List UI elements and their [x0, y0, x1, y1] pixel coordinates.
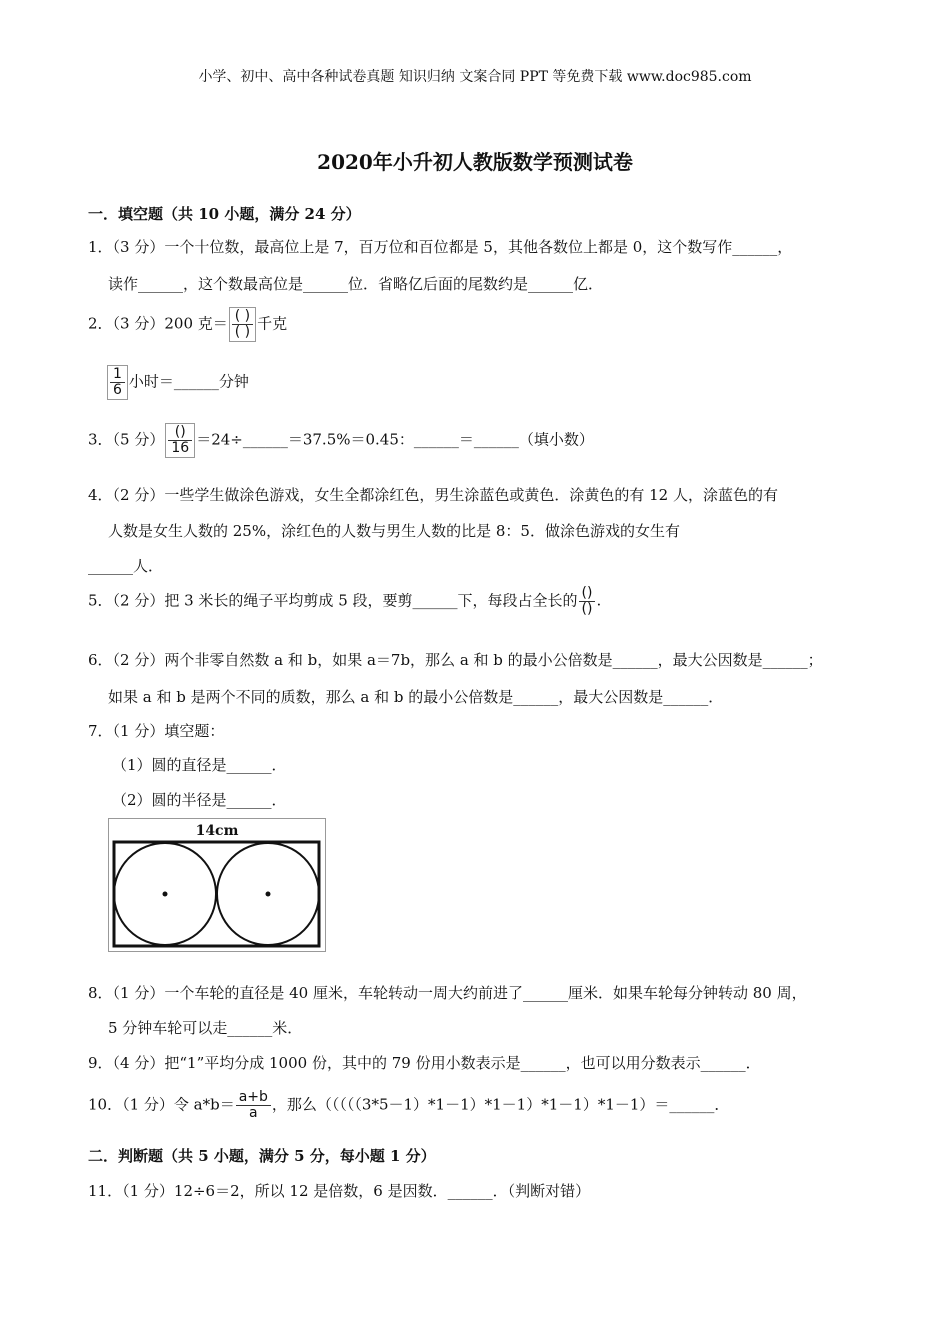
question-2b-text: 小时＝______分钟 — [128, 372, 249, 391]
question-3 — [88, 423, 594, 458]
question-2-text: 2．（3 分）200 克＝ — [88, 314, 228, 333]
question-4-line1: 4．（2 分）一些学生做涂色游戏，女生全都涂红色，男生涂蓝色或黄色．涂黄色的有 12 人，涂蓝色的有 — [88, 486, 778, 504]
question-11: 11．（1 分）12÷6＝2，所以 12 是倍数，6 是因数．______．（判断对错） — [88, 1182, 591, 1200]
question-10-text: ，那么（（（（（3*5－1）*1－1）*1－1）*1－1）*1－1）＝______． — [271, 1095, 730, 1114]
question-7-part2: （2）圆的半径是______． — [112, 791, 287, 809]
question-4-line2: 人数是女生人数的 25%，涂红色的人数与男生人数的比是 8：5．做涂色游戏的女生有 — [108, 522, 680, 540]
fraction-one-sixth: $\frac{1}{6}$ — [107, 365, 128, 400]
question-8-line2: 5 分钟车轮可以走______米． — [108, 1019, 303, 1037]
question-1-line2: 读作______，这个数最高位是______位．省略亿后面的尾数约是______亿． — [108, 275, 604, 293]
question-5 — [88, 586, 601, 617]
question-5-text: 5．（2 分）把 3 米长的绳子平均剪成 5 段，要剪______下，每段占全长的 — [88, 591, 578, 610]
page-title: 2020年小升初人教版数学预测试卷 — [317, 150, 633, 174]
figure-width-label: 14cm — [195, 823, 239, 839]
question-2b — [106, 365, 249, 400]
section-fill-blank: 一．填空题（共 10 小题，满分 24 分） — [88, 205, 361, 223]
question-1-line1: 1．（3 分）一个十位数，最高位上是 7，百万位和百位都是 5，其他各数位上都是 0，这个数写作______， — [88, 238, 793, 256]
question-4-line3: ______人． — [88, 557, 164, 575]
two-circles-figure — [108, 818, 326, 952]
page-header: 小学、初中、高中各种试卷真题 知识归纳 文案合同 PPT 等免费下载 www.doc985.com — [198, 69, 752, 85]
fraction-blank-small: $\frac{()}{()}$ — [579, 586, 596, 617]
question-10-label: 10．（1 分）令 a*b＝ — [88, 1095, 235, 1114]
question-3-label: 3．（5 分） — [88, 430, 165, 449]
left-center-dot — [163, 892, 168, 897]
question-2-unit: 千克 — [257, 314, 288, 333]
fraction-blank: $\frac{( )}{( )}$ — [229, 307, 256, 342]
right-center-dot — [266, 892, 271, 897]
question-10 — [88, 1090, 729, 1121]
question-5-end: . — [596, 591, 602, 610]
question-9: 9．（4 分）把“1”平均分成 1000 份，其中的 79 份用小数表示是______，也可以用分数表示______． — [88, 1054, 761, 1072]
fraction-a-plus-b-over-a: $\frac{a+b}{a}$ — [236, 1090, 271, 1121]
question-7: 7．（1 分）填空题： — [88, 722, 225, 740]
question-2 — [88, 307, 287, 342]
question-3-text: ＝24÷______＝37.5%＝0.45：______＝______（填小数） — [196, 430, 594, 449]
question-7-part1: （1）圆的直径是______． — [112, 756, 287, 774]
question-6-line1: 6．（2 分）两个非零自然数 a 和 b，如果 a＝7b，那么 a 和 b 的最小公倍数是______，最大公因数是______； — [88, 651, 823, 669]
section-true-false: 二．判断题（共 5 小题，满分 5 分，每小题 1 分） — [88, 1147, 436, 1165]
question-8-line1: 8．（1 分）一个车轮的直径是 40 厘米，车轮转动一周大约前进了______厘米．如果车轮每分钟转动 80 周， — [88, 984, 807, 1002]
question-6-line2: 如果 a 和 b 是两个不同的质数，那么 a 和 b 的最小公倍数是______，最大公因数是______． — [108, 688, 724, 706]
fraction-over-16: $\frac{()}{16}$ — [165, 423, 195, 458]
